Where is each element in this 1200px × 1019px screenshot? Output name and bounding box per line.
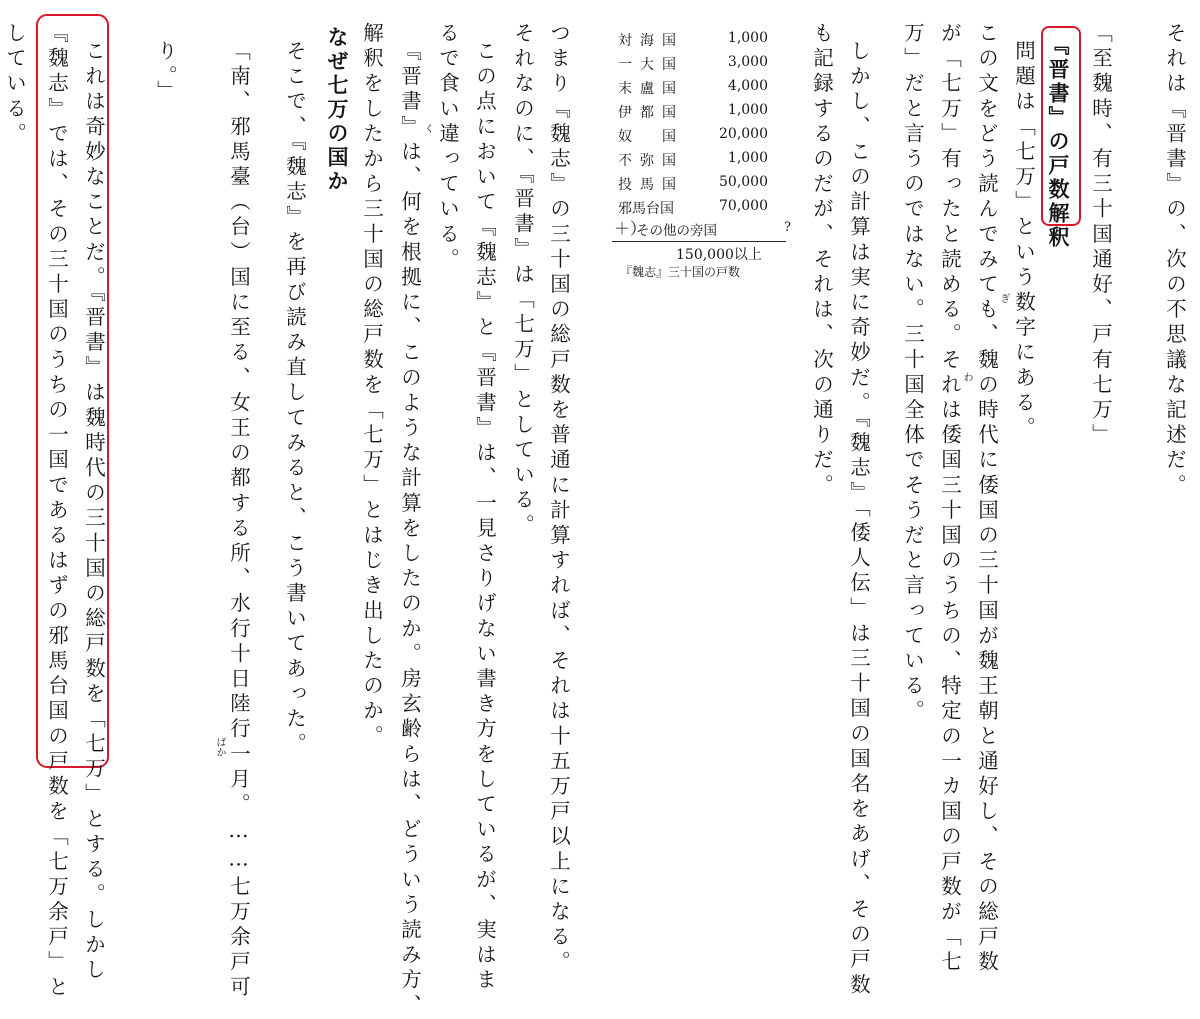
table-total: 150,000以上 <box>676 247 762 263</box>
text-column-10: それなのに、『晋書』は「七万」としている。 <box>510 22 535 539</box>
table-row <box>608 102 768 120</box>
table-row-value: 20,000 <box>719 126 768 142</box>
text-column-4: この文をどう読んでみても、魏の時代に倭国の三十国が魏王朝と通好し、その総戸数 <box>974 22 999 976</box>
table-row-value: 1,000 <box>727 150 768 166</box>
section-heading-box <box>1041 26 1081 250</box>
table-row-value: 50,000 <box>719 174 768 190</box>
section-heading-why-seventy-thousand: なぜ七万の国か <box>325 26 349 194</box>
table-row-name: 不弥国 <box>618 153 684 169</box>
table-other-value: ? <box>784 220 791 235</box>
text-column-15: そこで、『魏志』を再び読み直してみると、こう書いてあった。 <box>282 40 307 758</box>
text-column-7: しかし、この計算は実に奇妙だ。『魏志』「倭人伝」は三十国の国名をあげ、その戸数 <box>846 40 871 999</box>
table-plus-sign: ＋） <box>614 219 647 238</box>
table-row <box>608 30 768 48</box>
table-row-value: 1,000 <box>727 102 768 118</box>
ruby-wa: わ <box>961 372 972 382</box>
ruby-gi: ぎ <box>998 293 1009 303</box>
text-column-19: 『魏志』では、その三十国のうちの一国であるはずの邪馬台国の戸数を「七万余戸」と <box>44 22 69 1001</box>
text-column-11: この点において『魏志』と『晋書』は、一見さりげない書き方をしているが、実はま <box>472 40 497 994</box>
text-column-2: 「至魏時、有三十国通好、戸有七万」 <box>1088 22 1113 449</box>
text-column-1: それは『晋書』の、次の不思議な記述だ。 <box>1162 22 1187 499</box>
table-row <box>608 126 768 144</box>
ruby-baka: ばか <box>214 737 225 757</box>
table-row-value: 70,000 <box>719 198 768 214</box>
text-column-16: 「南、邪馬臺（台）国に至る、女王の都する所、水行十日陸行一月。……七万余戸可 <box>226 40 251 1001</box>
table-row <box>608 78 768 96</box>
table-caption: 『魏志』三十国の戸数 <box>620 265 741 279</box>
text-column-13: 『晋書』は、何を根拠に、このような計算をしたのか。房玄齢らは、どういう読み方、 <box>397 40 422 1019</box>
table-row-name: 対海国 <box>618 33 684 49</box>
text-column-12: るで食い違っている。 <box>435 22 460 273</box>
table-row-name: 奴 国 <box>618 129 684 145</box>
table-row-name: 末盧国 <box>618 81 684 97</box>
table-row <box>608 150 768 168</box>
table-row <box>608 54 768 72</box>
table-row-name: 投馬国 <box>618 177 684 193</box>
table-row-value: 1,000 <box>727 30 768 46</box>
table-row-name: 伊都国 <box>618 105 684 121</box>
table-other-label: その他の旁国 <box>636 223 717 239</box>
text-column-6: 万」だと言うのではない。三十国全体でそうだと言っている。 <box>900 22 925 725</box>
table-row-name: 邪馬台国 <box>618 201 674 217</box>
table-row <box>608 174 768 192</box>
table-row <box>608 198 768 216</box>
section-heading-jinsho: 『晋書』の戸数解釈 <box>1046 34 1070 250</box>
table-row-value: 3,000 <box>727 54 768 70</box>
text-column-18: これは奇妙なことだ。『晋書』は魏時代の三十国の総戸数を「七万」とする。しかし <box>81 40 106 984</box>
text-column-17: り。」 <box>153 40 178 106</box>
table-row-value: 4,000 <box>727 78 768 94</box>
table-row-name: 一大国 <box>618 57 684 73</box>
text-column-14: 解釈をしたから三十国の総戸数を「七万」とはじき出したのか。 <box>359 22 384 750</box>
table-sum-line <box>612 241 786 242</box>
text-column-8: も記録するのだが、それは、次の通りだ。 <box>809 22 834 499</box>
text-column-5: が「七万」有ったと読める。それは倭国三十国のうちの、特定の一カ国の戸数が「七 <box>937 22 962 976</box>
ruby-ku: く <box>422 123 433 133</box>
text-column-9: つまり『魏志』の三十国の総戸数を普通に計算すれば、それは十五万戸以上になる。 <box>546 22 571 976</box>
text-column-3: 問題は「七万」という数字にある。 <box>1011 40 1036 442</box>
text-column-20: している。 <box>2 22 27 148</box>
